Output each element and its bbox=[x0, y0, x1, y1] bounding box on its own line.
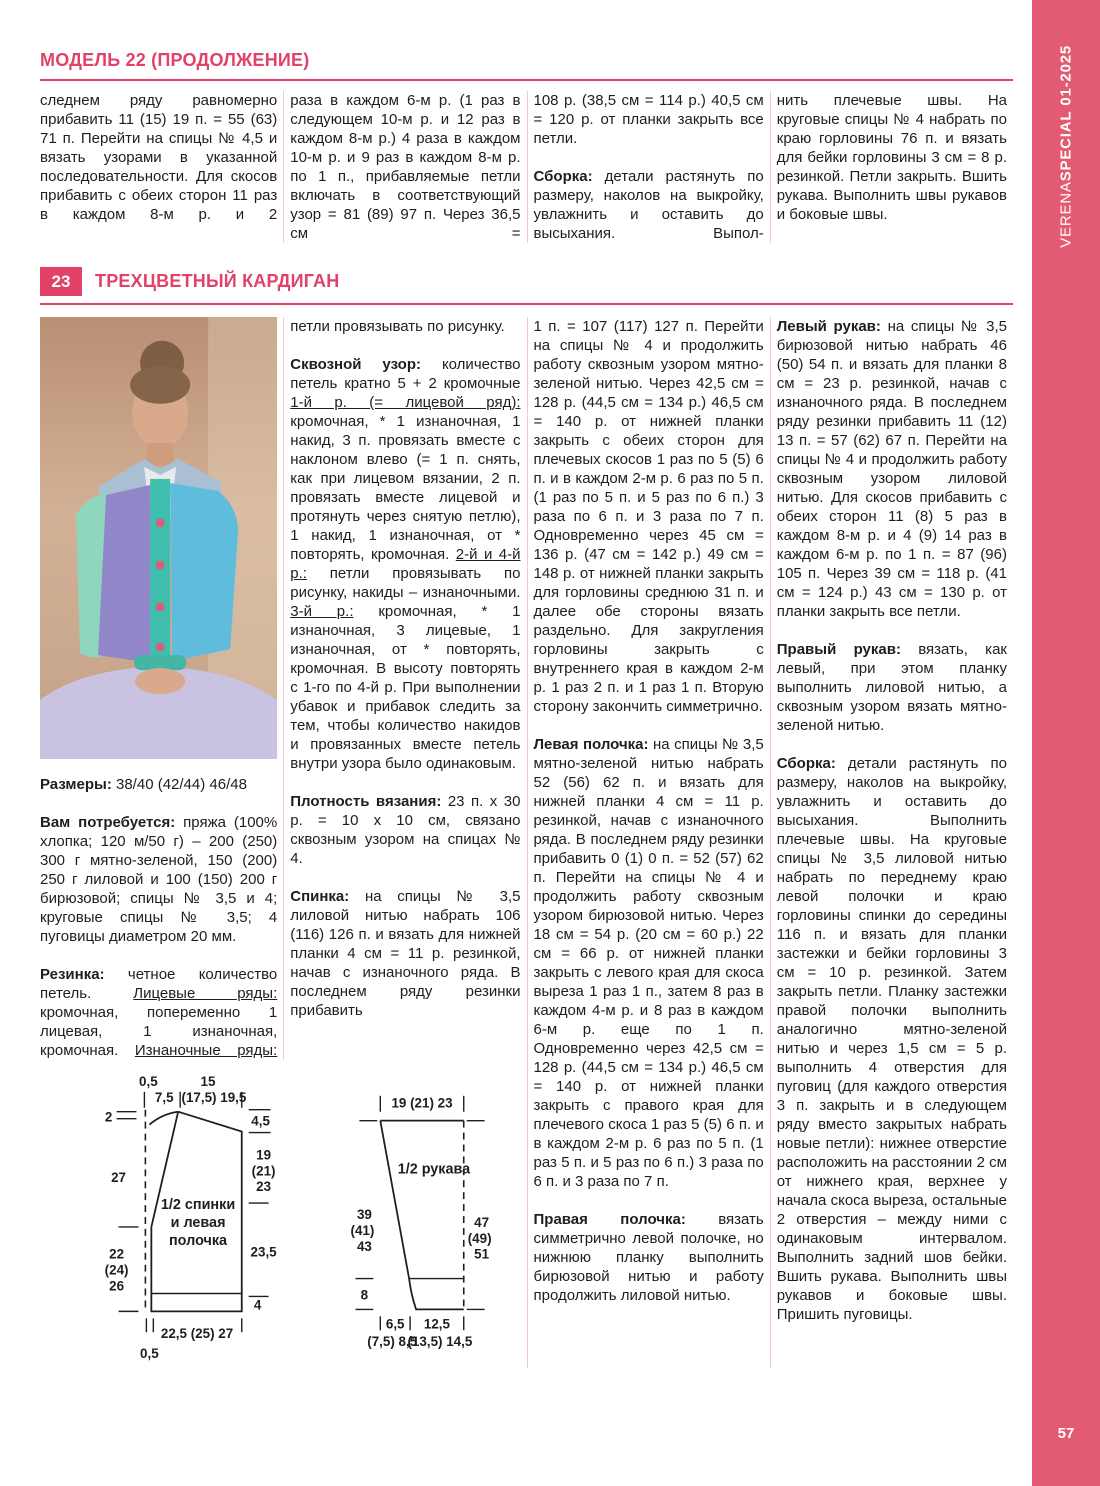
measurement: 4,5 bbox=[251, 1113, 270, 1129]
measurement: 0,5 bbox=[139, 1073, 158, 1089]
measurement: (49) bbox=[467, 1230, 492, 1246]
right-front-label: Правая полочка: bbox=[533, 1211, 686, 1228]
back-paragraph: Спинка: на спицы № 3,5 лиловой нитью набрать 106 (116) 126 п. и вязать для нижней планки 4 см = 11 р. резинкой, начав с изнаночного ряда. В последнем ряду резинки прибавить bbox=[290, 888, 521, 1019]
openwork-pattern-paragraph: Сквозной узор: количество петель кратно 5 + 2 кромочные 1-й р. (= лицевой ряд): кромочная, * 1 изнаночная, 1 накид, 3 п. провязать вместе с наклоном влево (= 1 п. снять, как при лицевом вязании, 2 п. провязать вместе лицевой и протянуть через снятую петлю), 1 накид, 1 изнаночная, от * повторять, кромочная. 2-й и 4-й р.: петли провязывать по рисунку, накиды – изнаночными. 3-й р.: кромочная, * 1 изнаночная, 3 лицевые, 1 изнаночная, от * повторять, кромочная. В высоту повторять с 1-го по 4-й р. При выполнении убавок и прибавок следить за тем, чтобы количество накидов и провязанных вместе петель внутри узора было одинаковым. bbox=[290, 356, 521, 772]
model23-header bbox=[40, 267, 1013, 296]
model22-assembly-paragraph: Сборка: детали растянуть по размеру, наколов на выкройку, увлажнить и оставить до высыхания. Выпол- bbox=[533, 168, 764, 242]
brand-name: VERENA bbox=[1057, 181, 1075, 248]
measurement: 26 bbox=[109, 1278, 125, 1294]
measurement: 51 bbox=[474, 1246, 490, 1262]
sizes-paragraph: Размеры: 38/40 (42/44) 46/48 bbox=[40, 776, 247, 793]
section-model-22 bbox=[40, 50, 1013, 243]
measurement: 27 bbox=[111, 1170, 127, 1186]
piece-label: 1/2 спинки bbox=[160, 1197, 236, 1214]
pink-divider bbox=[40, 79, 1013, 81]
left-sleeve-paragraph: Левый рукав: на спицы № 3,5 бирюзовой нитью набрать 46 (50) 54 п. и вязать для планки 8 см = 23 р. резинкой, начав с изнаночного ряда. В последнем ряду резинки прибавить 11 (12) 13 п. = 57 (62) 67 п. Перейти на спицы № 4 и продолжить работу сквозным узором лиловой нитью. Для скосов прибавить с обеих сторон 11 (8) 5 раз в каждом 8-м р. и 4 (9) 14 раз в каждом 6-м р. по 1 п. = 87 (96) 105 п. Через 39 см = 118 р. (41 см = 124 р.) 43 см = 130 р. от планки закрыть все петли. bbox=[776, 318, 1007, 620]
model-photo bbox=[40, 317, 277, 759]
model23-title: ТРЕХЦВЕТНЫЙ КАРДИГАН bbox=[95, 271, 340, 291]
measurement: 43 bbox=[356, 1238, 372, 1254]
rib-label: Резинка: bbox=[40, 966, 105, 983]
back-label: Спинка: bbox=[290, 888, 350, 905]
measurement: 23 bbox=[256, 1179, 272, 1195]
text-column-1 bbox=[40, 317, 283, 1060]
measurement: 19 (21) 23 bbox=[391, 1095, 453, 1111]
gauge-label: Плотность вязания: bbox=[290, 793, 442, 810]
assembly-label: Сборка: bbox=[776, 755, 836, 772]
measurement: 22 bbox=[109, 1246, 125, 1262]
pattern-label: Сквозной узор: bbox=[290, 356, 421, 373]
brand-suffix: SPECIAL bbox=[1057, 110, 1075, 182]
text-column-3 bbox=[527, 317, 770, 1368]
model23-columns bbox=[40, 317, 1013, 1368]
measurement: 39 bbox=[356, 1206, 372, 1222]
text-column-2 bbox=[283, 91, 526, 243]
left-sleeve-label: Левый рукав: bbox=[776, 318, 881, 335]
text-column-1 bbox=[40, 91, 283, 243]
pattern-intro-paragraph: петли провязывать по рисунку. bbox=[290, 318, 505, 335]
schematic-body-diagram bbox=[96, 1068, 311, 1368]
rib-paragraph: Резинка: четное количество петель. Лицевые ряды: кромочная, попеременно 1 лицевая, 1 изнаночная, кромочная. Изнаночные ряды: bbox=[40, 966, 278, 1059]
issue-sidebar bbox=[1032, 0, 1100, 1486]
left-double-column bbox=[40, 317, 527, 1368]
model-photo-illustration bbox=[40, 317, 277, 759]
measurement: 4 bbox=[253, 1297, 262, 1313]
right-sleeve-paragraph: Правый рукав: вязать, как левый, при этом планку выполнить лиловой нитью, а сквозным узором вязать мятно-зеленой нитью. bbox=[776, 641, 1007, 734]
measurement: (41) bbox=[350, 1222, 375, 1238]
section-model-23 bbox=[40, 267, 1013, 1368]
measurement: 23,5 bbox=[250, 1244, 277, 1260]
materials-paragraph: Вам потребуется: пряжа (100% хлопка; 120 м/50 г) – 200 (250) 300 г мятно-зеленой, 150 (200) 250 г лиловой и 100 (150) 200 г бирюзовой; спицы № 3,5 и 4; круговые спицы № 3,5; 4 пуговицы диаметром 20 мм. bbox=[40, 814, 278, 945]
measurement: 22,5 (25) 27 bbox=[160, 1326, 234, 1342]
gauge-paragraph: Плотность вязания: 23 п. х 30 р. = 10 х 10 см, связано сквозным узором на спицах № 4. bbox=[290, 793, 521, 867]
measurement: 8 bbox=[360, 1287, 369, 1303]
model-number-badge: 23 bbox=[40, 267, 82, 296]
text-column-2 bbox=[283, 317, 526, 1060]
sizes-label: Размеры: bbox=[40, 776, 112, 793]
issue-number: 01-2025 bbox=[1057, 45, 1075, 111]
assembly-label: Сборка: bbox=[533, 168, 593, 185]
text-column-4 bbox=[770, 317, 1013, 1368]
measurement: 12,5 bbox=[423, 1316, 450, 1332]
measurement: 47 bbox=[474, 1214, 490, 1230]
measurement: 2 bbox=[104, 1109, 113, 1125]
text-column-3 bbox=[527, 91, 770, 243]
measurement: (21) bbox=[251, 1163, 276, 1179]
model22-col3-text: 108 р. (38,5 см = 114 р.) 40,5 см = 120 р. от планки закрыть все петли. bbox=[533, 92, 764, 147]
schematic-sleeve-diagram bbox=[337, 1068, 512, 1368]
page-content bbox=[40, 0, 1013, 1368]
measurement: (17,5) 19,5 bbox=[181, 1089, 247, 1105]
piece-label: полочка bbox=[168, 1232, 228, 1249]
measurement: 7,5 bbox=[154, 1089, 174, 1105]
assembly-paragraph: Сборка: детали растянуть по размеру, наколов на выкройку, увлажнить и оставить до высыхания. Выполнить плечевые швы. На круговые спицы № 3,5 лиловой нитью набрать по переднему краю левой полочки и краю горловины спинки до середины 116 п. и вязать для планки застежки и бейки горловины 3 см = 10 р. резинкой. Затем закрыть петли. Планку застежки правой полочки выполнить аналогично мятно-зеленой нитью и через 1,5 см = 5 р. выполнить 4 отверстия для пуговиц (для каждого отверстия 3 п. закрыть и в следующем ряду вместо закрытых набрать новые петли): нижнее отверстие расположить на расстоянии 2 см от нижнего края, верхнее у начала скоса выреза, остальные 2 отверстия – между ними с одинаковым интервалом. Выполнить задний шов бейки. Вшить рукава. Выполнить швы рукавов и боковые швы. Пришить пуговицы. bbox=[776, 755, 1007, 1323]
measurement: 6,5 bbox=[385, 1316, 405, 1332]
piece-label: 1/2 рукава bbox=[397, 1161, 471, 1178]
measurement: 15 bbox=[200, 1073, 216, 1089]
model22-title: МОДЕЛЬ 22 (ПРОДОЛЖЕНИЕ) bbox=[40, 50, 310, 70]
left-front-paragraph: Левая полочка: на спицы № 3,5 мятно-зеленой нитью набрать 52 (56) 62 п. и вязать для нижней планки 4 см = 11 р. резинкой, начав с изнаночного ряда. В последнем ряду резинки прибавить 0 (1) 0 п. = 52 (57) 62 п. Перейти на спицы № 4 и продолжить работу сквозным узором бирюзовой нитью. Через 18 см = 54 р. (20 см = 60 р.) 22 см = 66 р. от нижней планки закрыть с левого края для скоса выреза 1 раз 1 п., затем 8 раз в каждом 4-м р. и 8 раз в каждом 6-м р. еще по 1 п. Одновременно через 42,5 см = 128 р. (44,5 см = 134 р.) 46,5 см = 140 р. от нижней планки закрыть с правого края для плечевого скоса 1 раз 5 (5) 6 п. и в каждом 2-м р. 6 раз по 5 п. (1 раз 5 п. и 5 раз по 6 п.) 3 раза по 6 п. и 3 раза по 7 п. bbox=[533, 736, 764, 1190]
back-continued-paragraph: 1 п. = 107 (117) 127 п. Перейти на спицы № 4 и продолжить работу сквозным узором мятно-зеленой нитью. Через 42,5 см = 128 р. (44,5 см = 134 р.) 46,5 см = 140 р. от нижней планки закрыть с обеих сторон для плечевых скосов 1 раз по 5 (5) 6 п. и в каждом 2-м р. 6 раз по 5 п. (1 раз по 5 п. и 5 раз по 6 п.) 3 раза по 6 п. и 3 раза по 7 п. Одновременно через 45 см = 136 р. (47 см = 142 р.) 49 см = 148 р. от нижней планки закрыть для горловины среднюю 31 п. и далее обе стороны вязать раздельно. Для закругления горловины закрыть с внутреннего края в каждом 2-м р. 1 раз 2 п. и 1 раз 1 п. Вторую сторону закончить симметрично. bbox=[533, 318, 764, 715]
piece-label: и левая bbox=[170, 1214, 226, 1231]
page-number: 57 bbox=[1057, 1425, 1075, 1442]
model22-col2-text: раза в каждом 6-м р. (1 раз в следующем 10-м р. и 12 раз в каждом 8-м р.) 4 раза в каждом 10-м р. и 9 раз в каждом 8-м р. по 1 п., прибавляемые петли включать в соответствующий узор = 81 (89) 97 п. Через 36,5 см = bbox=[290, 92, 521, 242]
model22-col1-text: следнем ряду равномерно прибавить 11 (15) 19 п. = 55 (63) 71 п. Перейти на спицы № 4,5 и вязать узорами в указанной последовательности. Для скосов прибавить с обеих сторон 11 раз в каждом 8-м р. и 2 bbox=[40, 92, 278, 223]
model22-columns bbox=[40, 91, 1013, 243]
right-front-paragraph: Правая полочка: вязать симметрично левой полочке, но нижнюю планку выполнить бирюзовой нитью и работу продолжить лиловой нитью. bbox=[533, 1211, 764, 1304]
measurement: 0,5 bbox=[140, 1346, 159, 1362]
left-front-label: Левая полочка: bbox=[533, 736, 649, 753]
schematics-block bbox=[40, 1068, 527, 1368]
measurement: (13,5) 14,5 bbox=[407, 1334, 473, 1350]
materials-label: Вам потребуется: bbox=[40, 814, 176, 831]
right-sleeve-label: Правый рукав: bbox=[776, 641, 901, 658]
pink-divider bbox=[40, 303, 1013, 305]
text-column-4 bbox=[770, 91, 1013, 243]
measurement: 19 bbox=[256, 1147, 272, 1163]
model22-col4-text: нить плечевые швы. На круговые спицы № 4 набрать по краю горловины 76 п. и вязать для бейки горловины 3 см = 8 р. резинкой. Петли закрыть. Вшить рукава. Выполнить швы рукавов и боковые швы. bbox=[776, 92, 1007, 223]
measurement: (24) bbox=[104, 1262, 129, 1278]
issue-label bbox=[1058, 45, 1075, 248]
measurement: (7,5) 8,5 bbox=[367, 1334, 418, 1350]
